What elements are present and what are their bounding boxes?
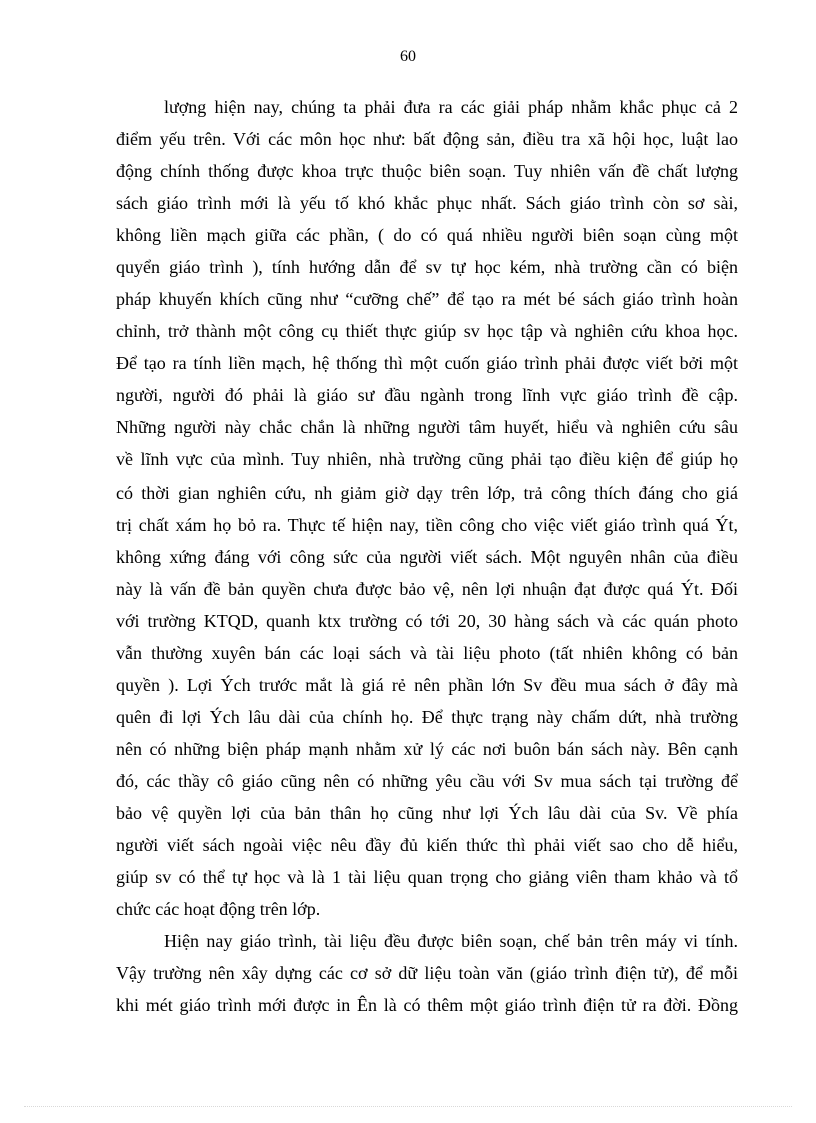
text-line: Những người này chắc chắn là những người tâm huyết, hiểu và nghiên cứu sâu: [116, 417, 738, 437]
text-line: bảo vệ quyền lợi của bản thân họ cũng như lợi Ých lâu dài của Sv. Về phía: [116, 803, 738, 823]
text-line: này là vấn đề bản quyền chưa được bảo vệ, nên lợi nhuận đạt được quá Ýt. Đối: [116, 579, 738, 599]
text-line: giúp sv có thể tự học và là 1 tài liệu quan trọng cho giảng viên tham khảo và tổ: [116, 867, 738, 887]
text-line: điểm yếu trên. Với các môn học như: bất động sản, điều tra xã hội học, luật lao: [116, 129, 738, 149]
text-line: động chính thống được khoa trực thuộc biên soạn. Tuy nhiên vấn đề chất lượng: [116, 161, 738, 181]
text-line: quyển giáo trình ), tính hướng dẫn để sv tự học kém, nhà trường cần có biện: [116, 257, 738, 277]
text-line: về lĩnh vực của mình. Tuy nhiên, nhà trường cũng phải tạo điều kiện để giúp họ: [116, 449, 738, 469]
text-line: Hiện nay giáo trình, tài liệu đều được biên soạn, chế bản trên máy vi tính.: [164, 931, 738, 951]
text-line: vẫn thường xuyên bán các loại sách và tài liệu photo (tất nhiên không có bản: [116, 643, 738, 663]
text-line: với trường KTQD, quanh ktx trường có tới 20, 30 hàng sách và các quán photo: [116, 611, 738, 631]
text-line: quên đi lợi Ých lâu dài của chính họ. Để thực trạng này chấm dứt, nhà trường: [116, 707, 738, 727]
text-line: chức các hoạt động trên lớp.: [116, 899, 321, 919]
text-line: sách giáo trình mới là yếu tố khó khắc phục nhất. Sách giáo trình còn sơ sài,: [116, 193, 738, 213]
text-line: lượng hiện nay, chúng ta phải đưa ra các giải pháp nhằm khắc phục cả 2: [164, 97, 738, 117]
text-line: không liền mạch giữa các phần, ( do có quá nhiều người biên soạn cùng một: [116, 225, 738, 245]
text-line: Để tạo ra tính liền mạch, hệ thống thì một cuốn giáo trình phải được viết bởi một: [116, 353, 738, 373]
text-line: người viết sách ngoài việc nêu đầy đủ kiến thức thì phải viết sao cho dễ hiểu,: [116, 835, 738, 855]
text-line: khi mét giáo trình mới được in Ên là có thêm một giáo trình điện tử ra đời. Đồng: [116, 995, 738, 1015]
text-line: nên có những biện pháp mạnh nhằm xử lý các nơi buôn bán sách này. Bên cạnh: [116, 739, 738, 759]
text-line: quyền ). Lợi Ých trước mắt là giá rẻ nên phần lớn Sv đều mua sách ở đây mà: [116, 675, 738, 695]
text-line: trị chất xám họ bỏ ra. Thực tế hiện nay, tiền công cho việc viết giáo trình quá Ýt,: [116, 515, 738, 535]
page-bottom-divider: [24, 1106, 792, 1107]
text-line: không xứng đáng với công sức của người viết sách. Một nguyên nhân của điều: [116, 547, 738, 567]
text-line: đó, các thầy cô giáo cũng nên có những yêu cầu với Sv mua sách tại trường để: [116, 771, 738, 791]
text-line: Vậy trường nên xây dựng các cơ sở dữ liệu toàn văn (giáo trình điện tử), để mỗi: [116, 963, 738, 983]
text-line: pháp khuyến khích cũng như “cưỡng chế” để tạo ra mét bé sách giáo trình hoàn: [116, 289, 738, 309]
text-line: người, người đó phải là giáo sư đầu ngành trong lĩnh vực giáo trình đề cập.: [116, 385, 738, 405]
page-number: 60: [400, 48, 416, 65]
text-line: chỉnh, trở thành một công cụ thiết thực giúp sv học tập và nghiên cứu khoa học.: [116, 321, 738, 341]
text-line: có thời gian nghiên cứu, nh giảm giờ dạy trên lớp, trả công thích đáng cho giá: [116, 483, 738, 503]
